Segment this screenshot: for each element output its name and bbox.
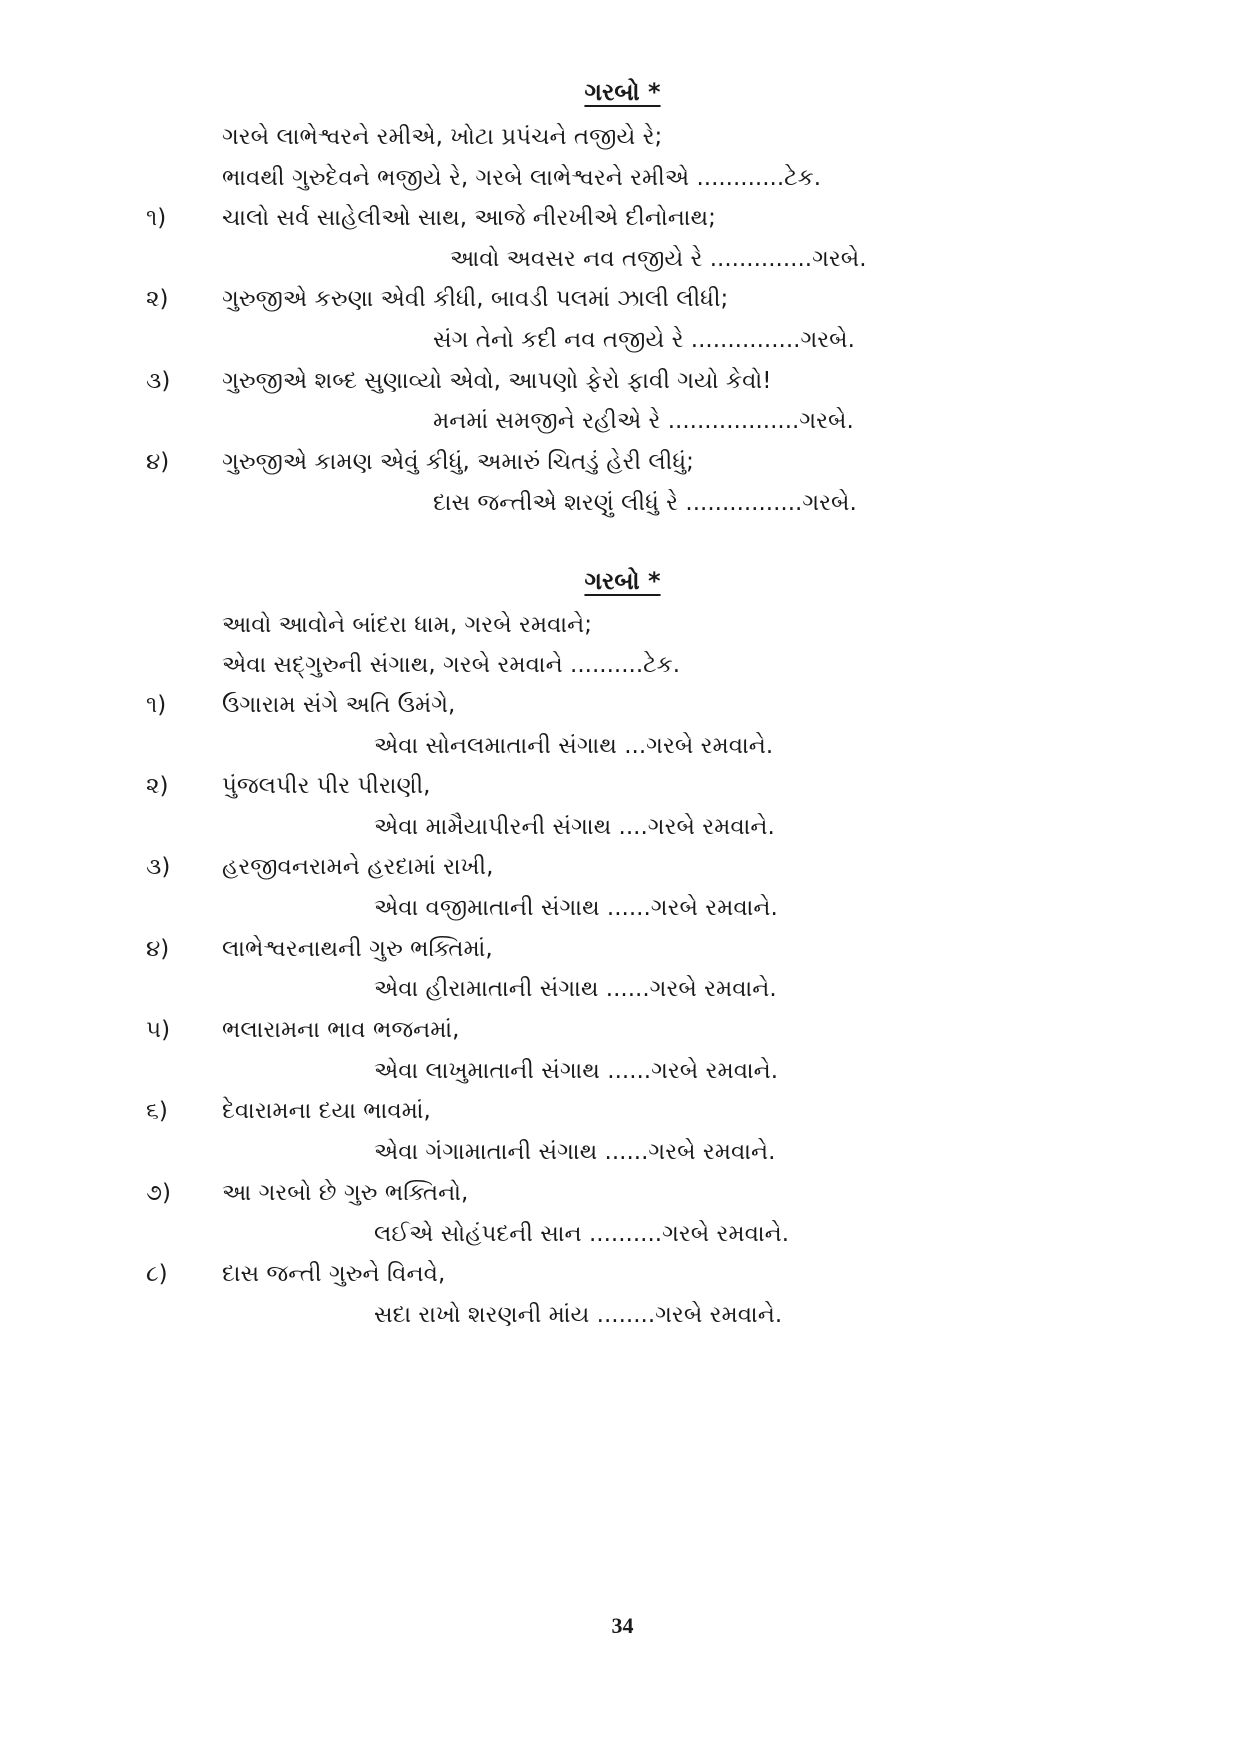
song2-title: ગરબો * <box>584 567 661 595</box>
song1-verse-3-line-2: મનમાં સમજીને રહીએ રે ..................ગરબે. <box>433 408 854 434</box>
song2-verse-8-number: ૮) <box>146 1261 168 1287</box>
song1-refrain-line-2: ભાવથી ગુરુદેવને ભજીયે રે, ગરબે લાભેશ્વરને રમીએ ............ટેક. <box>222 165 822 191</box>
song2-verse-7-line-2: લઈએ સોહંપદની સાન ..........ગરબે રમવાને. <box>374 1221 790 1247</box>
song2-verse-6-line-1: દેવારામના દયા ભાવમાં, <box>222 1098 431 1124</box>
song1-verse-1-number: ૧) <box>146 205 167 231</box>
song1-verse-4-line-2: દાસ જન્તીએ શરણું લીધું રે ................ગરબે. <box>433 490 857 516</box>
song2-verse-6-number: ૬) <box>146 1098 168 1124</box>
song2-verse-2-line-2: એવા મામૈયાપીરની સંગાથ ....ગરબે રમવાને. <box>374 814 775 840</box>
song1-title: ગરબો * <box>584 78 661 106</box>
song2-verse-8-line-1: દાસ જન્તી ગુરુને વિનવે, <box>222 1261 446 1287</box>
song2-verse-8-line-2: સદા રાખો શરણની માંય ........ગરબે રમવાને. <box>374 1302 783 1328</box>
page-number: 34 <box>611 1613 634 1638</box>
song2-verse-2-line-1: પુંજલપીર પીર પીરાણી, <box>222 773 431 799</box>
song1-verse-2-number: ૨) <box>146 286 169 312</box>
song1-verse-2-line-2: સંગ તેનો કદી નવ તજીયે રે ...............ગરબે. <box>433 327 855 353</box>
song2-verse-4-line-1: લાભેશ્વરનાથની ગુરુ ભક્તિમાં, <box>222 936 493 962</box>
song2-verse-7-number: ૭) <box>146 1180 171 1206</box>
song2-verse-4-number: ૪) <box>146 936 170 962</box>
song2-verse-3-line-1: હરજીવનરામને હરદામાં રાખી, <box>222 854 494 880</box>
song1-verse-1-line-2: આવો અવસર નવ તજીયે રે ..............ગરબે. <box>450 246 867 272</box>
song1-verse-3-number: ૩) <box>146 368 171 394</box>
song2-refrain-line-2: એવા સદ્‌ગુરુની સંગાથ, ગરબે રમવાને ..........ટેક. <box>222 652 681 678</box>
song1-verse-2-line-1: ગુરુજીએ કરુણા એવી કીધી, બાવડી પલમાં ઝાલી લીધી; <box>222 286 729 312</box>
song2-verse-1-line-2: એવા સોનલમાતાની સંગાથ ...ગરબે રમવાને. <box>374 733 774 759</box>
song2-verse-4-line-2: એવા હીરામાતાની સંગાથ ......ગરબે રમવાને. <box>374 976 777 1002</box>
song1-verse-3-line-1: ગુરુજીએ શબ્દ સુણાવ્યો એવો, આપણો ફેરો ફાવી ગયો કેવો! <box>222 368 772 394</box>
song2-verse-5-number: ૫) <box>146 1017 171 1043</box>
song2-verse-2-number: ૨) <box>146 773 169 799</box>
song1-verse-4-number: ૪) <box>146 449 170 475</box>
song2-refrain-line-1: આવો આવોને બાંદરા ધામ, ગરબે રમવાને; <box>222 612 592 638</box>
song2-verse-5-line-2: એવા લાખુમાતાની સંગાથ ......ગરબે રમવાને. <box>374 1058 779 1084</box>
song2-verse-3-line-2: એવા વજીમાતાની સંગાથ ......ગરબે રમવાને. <box>374 895 778 921</box>
song2-verse-6-line-2: એવા ગંગામાતાની સંગાથ ......ગરબે રમવાને. <box>374 1139 776 1165</box>
song2-verse-5-line-1: ભલારામના ભાવ ભજનમાં, <box>222 1017 460 1043</box>
song1-refrain-line-1: ગરબે લાભેશ્વરને રમીએ, ખોટા પ્રપંચને તજીયે રે; <box>222 124 663 150</box>
song2-verse-7-line-1: આ ગરબો છે ગુરુ ભક્તિનો, <box>222 1180 469 1206</box>
song2-verse-3-number: ૩) <box>146 854 171 880</box>
song1-verse-1-line-1: ચાલો સર્વ સાહેલીઓ સાથ, આજે નીરખીએ દીનોનાથ; <box>222 205 716 231</box>
song2-verse-1-number: ૧) <box>146 692 167 718</box>
song2-verse-1-line-1: ઉગારામ સંગે અતિ ઉમંગે, <box>222 692 456 718</box>
song1-verse-4-line-1: ગુરુજીએ કામણ એવું કીધું, અમારું ચિતડું હેરી લીધું; <box>222 449 694 475</box>
